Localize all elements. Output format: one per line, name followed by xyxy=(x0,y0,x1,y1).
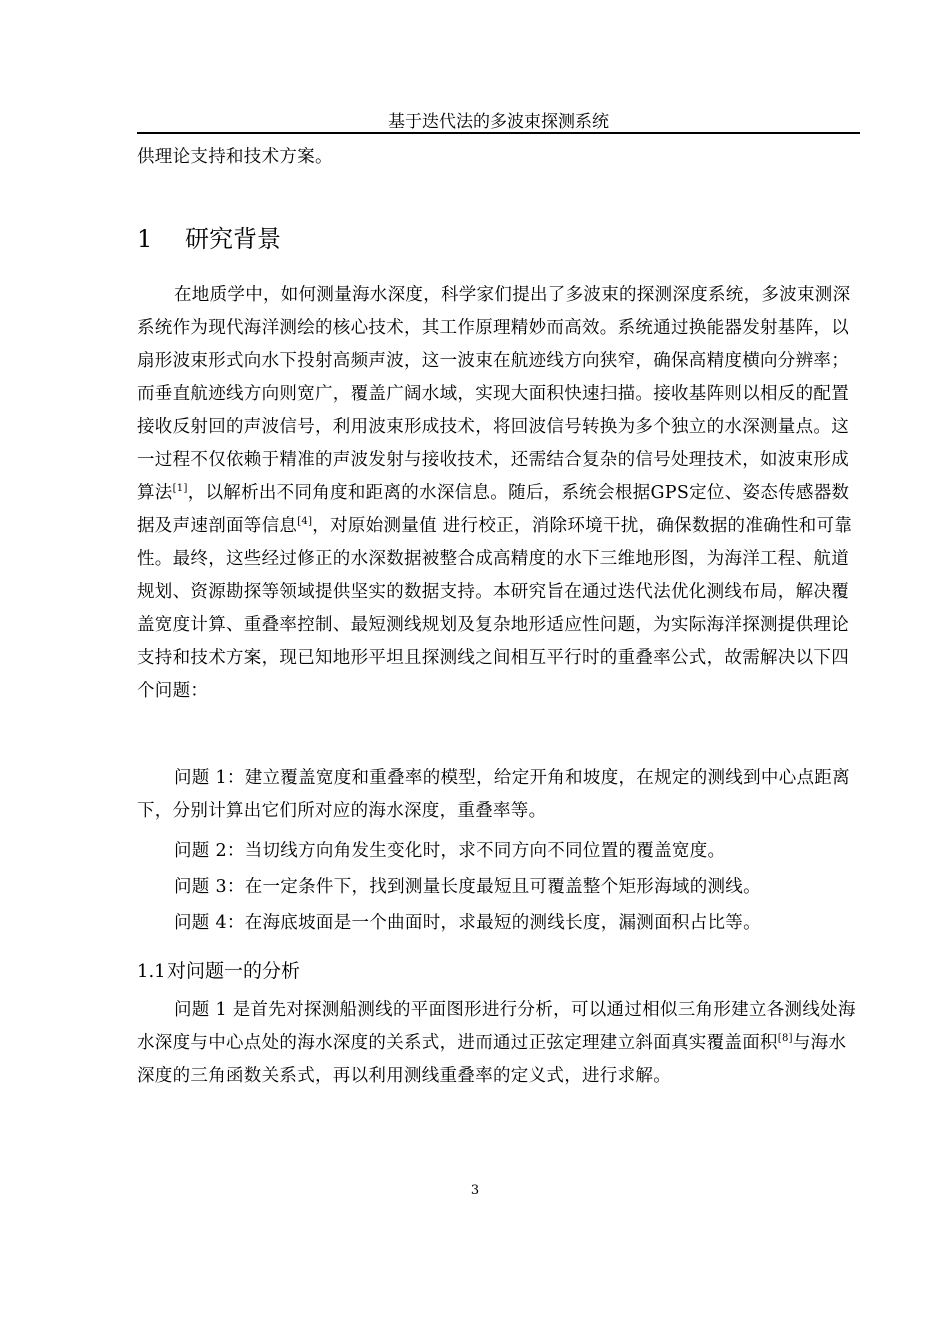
citation-ref: [1] xyxy=(172,483,188,495)
analysis-text-1: 问题 1 是首先对探测船测线的平面图形进行分析，可以通过相似三角形建立各测线处海水深度与中心点处的海水深度的关系式，进而通过正弦定理建立斜面真实覆盖面积 xyxy=(137,1000,856,1053)
subsection-title: 对问题一的分析 xyxy=(167,960,301,982)
background-paragraph xyxy=(137,279,860,708)
background-text-1: 在地质学中，如何测量海水深度，科学家们提出了多波束的探测深度系统，多波束测深系统作为现代海洋测绘的核心技术，其工作原理精妙而高效。系统通过换能器发射基阵，以扇形波束形式向水下投射高频声波，这一波束在航迹线方向狭窄，确保高精度横向分辨率；而垂直航迹线方向则宽广，覆盖广阔水域，实现大面积快速扫描。接收基阵则以相反的配置接收反射回的声波信号，利用波束形成技术，将回波信号转换为多个独立的水深测量点。这一过程不仅依赖于精准的声波发射与接收技术，还需结合复杂的信号处理技术，如波束形成算法 xyxy=(137,285,851,503)
background-text-3: ，对原始测量值 进行校正，消除环境干扰，确保数据的准确性和可靠性。最终，这些经过修正的水深数据被整合成高精度的水下三维地形图，为海洋工程、航道规划、资源勘探等领域提供坚实的数据支持。本研究旨在通过迭代法优化测线布局，解决覆盖宽度计算、重叠率控制、最短测线规划及复杂地形适应性问题，为实际海洋探测提供理论支持和技术方案，现已知地形平坦且探测线之间相互平行时的重叠率公式，故需解决以下四个问题： xyxy=(137,516,853,701)
section-title: 研究背景 xyxy=(185,225,281,253)
header-rule xyxy=(137,132,860,134)
citation-ref: [4] xyxy=(297,516,313,528)
page-number: 3 xyxy=(470,1183,480,1198)
problem-item: 问题 2：当切线方向角发生变化时，求不同方向不同位置的覆盖宽度。 xyxy=(174,841,726,861)
subsection-heading xyxy=(137,956,300,987)
running-header: 基于迭代法的多波束探测系统 xyxy=(388,112,609,132)
problem-item: 问题 1：建立覆盖宽度和重叠率的模型，给定开角和坡度，在规定的测线到中心点距离下，分别计算出它们所对应的海水深度，重叠率等。 xyxy=(137,768,850,821)
analysis-text-2: 与海水深度的三角函数关系式，再以利用测线重叠率的定义式，进行求解。 xyxy=(137,1033,847,1086)
analysis-paragraph xyxy=(137,994,860,1093)
subsection-number: 1.1 xyxy=(137,961,166,982)
problem-item: 问题 4：在海底坡面是一个曲面时，求最短的测线长度，漏测面积占比等。 xyxy=(174,913,761,933)
problem-item: 问题 3：在一定条件下，找到测量长度最短且可覆盖整个矩形海域的测线。 xyxy=(174,877,761,897)
citation-ref: [8] xyxy=(777,1033,793,1045)
carryover-text: 供理论支持和技术方案。 xyxy=(137,147,333,167)
section-number: 1 xyxy=(137,225,153,253)
section-heading xyxy=(137,222,281,256)
background-text-2: ，以解析出不同角度和距离的水深信息。随后，系统会根据GPS定位、姿态传感器数据及声速剖面等信息 xyxy=(137,483,850,536)
